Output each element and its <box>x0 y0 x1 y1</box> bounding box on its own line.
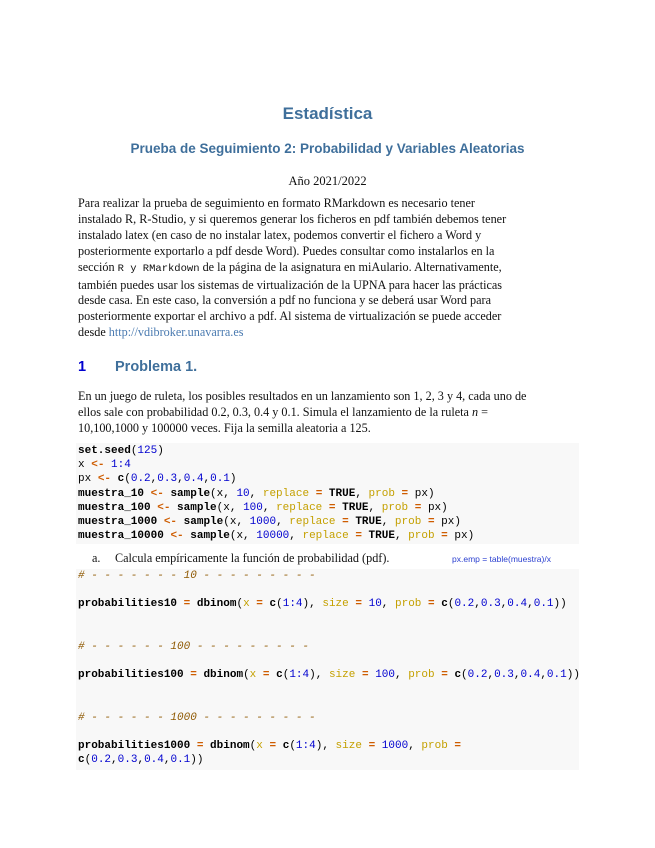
intro-line <box>78 325 578 341</box>
intro-line: instalado latex (en caso de no instalar latex, podemos convertir el fichero a Word y <box>78 227 482 242</box>
code-line: probabilities100 = dbinom(x = c(1:4), size = 100, prob = c(0.2,0.3,0.4,0.1)) <box>78 669 580 682</box>
code-line <box>76 725 579 739</box>
section-number: 1 <box>78 359 87 375</box>
intro-line: Para realizar la prueba de seguimiento en formato RMarkdown es necesario tener <box>78 196 475 210</box>
code-line: muestra_10000 <- sample(x, 10000, replace = TRUE, prob = px) <box>78 530 475 543</box>
list-item-text: Calcula empíricamente la función de probabilidad (pdf). <box>115 551 390 565</box>
intro-line: instalado R, R-Studio, y si queremos generar los ficheros en pdf también debemos tener <box>78 211 507 226</box>
intro-text: desde <box>78 325 109 340</box>
intro-line <box>78 260 578 278</box>
code-line <box>76 697 579 711</box>
code-line: c(0.2,0.3,0.4,0.1)) <box>78 754 204 767</box>
document-title: Estadística <box>282 104 373 123</box>
code-line: muestra_10 <- sample(x, 10, replace = TRUE, prob = px) <box>78 487 435 500</box>
list-item-label: a. <box>92 551 101 565</box>
intro-line: posteriormente exportarlo a pdf desde Word). Puedes consultar como instalarlos en la <box>78 243 495 258</box>
inline-code: R y RMarkdown <box>117 262 200 275</box>
code-line: probabilities10 = dbinom(x = c(1:4), size = 10, prob = c(0.2,0.3,0.4,0.1)) <box>78 598 567 611</box>
code-line: muestra_100 <- sample(x, 100, replace = TRUE, prob = px) <box>78 501 448 514</box>
code-line <box>76 626 579 640</box>
problem-line: 10,100,1000 y 100000 veces. Fija la semilla aleatoria a 125. <box>78 420 371 435</box>
section-heading <box>78 359 197 375</box>
math-variable: n <box>471 404 479 419</box>
code-line: # - - - - - - 1000 - - - - - - - - - <box>78 711 316 724</box>
list-item-a <box>92 551 389 566</box>
code-line <box>76 654 579 668</box>
code-line: # - - - - - - 100 - - - - - - - - - <box>78 640 310 653</box>
problem-line <box>78 405 578 421</box>
problem-text: = <box>478 404 488 419</box>
code-block-setup <box>76 443 579 544</box>
code-line <box>76 583 579 597</box>
intro-line: desde casa. En este caso, la conversión a pdf no funciona y se deberá usar Word para <box>78 293 492 308</box>
code-line: # - - - - - - - 10 - - - - - - - - - <box>78 570 316 582</box>
intro-line: también puedes usar los sistemas de virtualización de la UPNA para hacer las prácticas <box>78 277 503 292</box>
code-line: x <- 1:4 <box>78 459 131 472</box>
problem-line: En un juego de ruleta, los posibles resultados en un lanzamiento son 1, 2, 3 y 4, cada uno de <box>78 389 527 403</box>
code-line: probabilities1000 = dbinom(x = c(1:4), size = 1000, prob = <box>78 740 462 753</box>
vdibroker-link[interactable]: http://vdibroker.unavarra.es <box>108 325 244 340</box>
problem-text: ellos sale con probabilidad 0.2, 0.3, 0.4 y 0.1. Simula el lanzamiento de la ruleta <box>78 404 472 419</box>
code-line: px <- c(0.2,0.3,0.4,0.1) <box>78 473 237 486</box>
intro-line: posteriormente exportar el archivo a pdf. Al sistema de virtualización se puede acceder <box>78 309 502 324</box>
code-line: set.seed(125) <box>78 445 164 457</box>
code-line: muestra_1000 <- sample(x, 1000, replace = TRUE, prob = px) <box>78 515 461 528</box>
intro-paragraph <box>78 196 578 341</box>
section-title: Problema 1. <box>115 359 198 375</box>
code-block-probabilities <box>76 569 579 770</box>
document-date: Año 2021/2022 <box>288 174 367 188</box>
intro-text: de la página de la asignatura en miAulario. Alternativamente, <box>199 259 502 274</box>
document-subtitle: Prueba de Seguimiento 2: Probabilidad y Variables Aleatorias <box>130 141 525 156</box>
problem-statement <box>78 389 578 437</box>
handwritten-annotation: px.emp = table(muestra)/x <box>452 554 551 564</box>
code-line <box>76 612 579 626</box>
code-line <box>76 683 579 697</box>
intro-text: sección <box>78 259 118 274</box>
